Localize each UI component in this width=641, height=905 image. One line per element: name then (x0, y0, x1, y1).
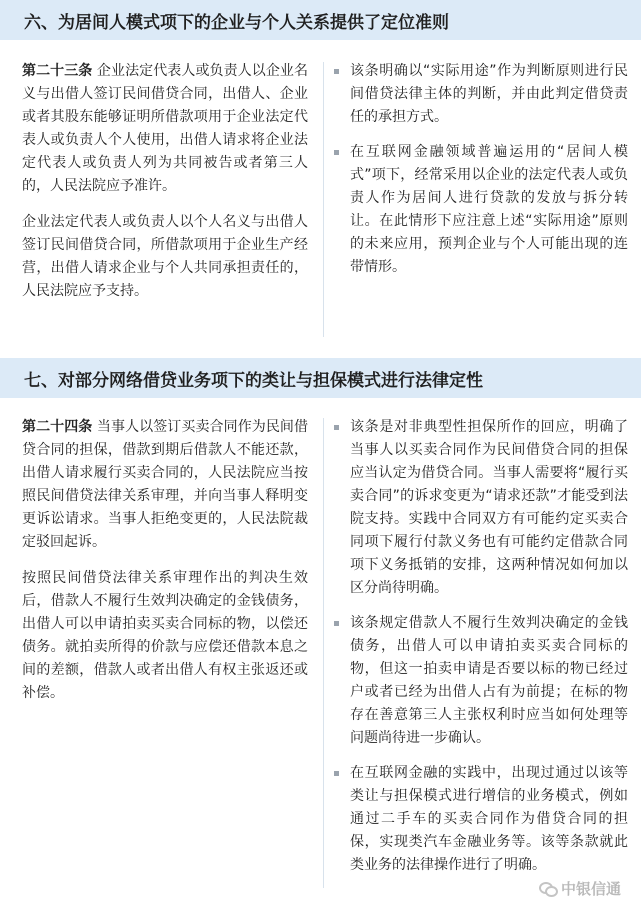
commentary-text: 在互联网金融领域普遍运用的“居间人模式”项下，经常采用以企业的法定代表人或负责人作为居间人进行贷款的发放与拆分转让。在此情形下应注意上述“实际用途”原则的未来应用，预判企业与个人可能出现的连带情形。 (350, 144, 628, 275)
section-7-commentary (338, 416, 628, 889)
commentary-item (338, 612, 628, 750)
commentary-text: 在互联网金融的实践中，出现过通过以该等类让与担保模式进行增信的业务模式，例如通过二手车的买卖合同作为借贷合同的担保，实现类汽车金融业务等。该等条款就此类业务的法律操作进行了明确。 (350, 765, 628, 873)
article-24-para-2 (22, 567, 308, 705)
section-7-header (0, 358, 641, 398)
watermark-text: 中银信通 (560, 880, 621, 898)
bullet-icon (334, 150, 339, 155)
wechat-icon (539, 882, 557, 896)
section-6-title: 六、为居间人模式项下的企业与个人关系提供了定位准则 (24, 13, 449, 33)
article-24-para-1 (22, 416, 308, 554)
bullet-icon (334, 771, 339, 776)
watermark (539, 878, 621, 899)
article-23-text: 企业法定代表人或负责人以企业名义与出借人签订民间借贷合同，出借人、企业或者其股东能够证明所借款项用于企业法定代表人或负责人个人使用，出借人请求将企业法定代表人或负责人列为共同被告或者第三人的，人民法院应予准许。 (22, 63, 309, 194)
bullet-icon (334, 425, 339, 430)
article-23-label: 第二十三条 (22, 63, 93, 79)
article-23-para-2 (22, 211, 308, 303)
section-7-title: 七、对部分网络借贷业务项下的类让与担保模式进行法律定性 (24, 371, 483, 391)
commentary-text: 该条明确以“实际用途”作为判断原则进行民间借贷法律主体的判断，并由此判定借贷责任的承担方式。 (350, 63, 628, 125)
bullet-icon (334, 621, 339, 626)
section-7-articles (22, 416, 308, 718)
section-6-commentary (338, 60, 628, 291)
section-6-articles (22, 60, 308, 316)
article-23-text-2: 企业法定代表人或负责人以个人名义与出借人签订民间借贷合同，所借款项用于企业生产经营，出借人请求企业与个人共同承担责任的，人民法院应予支持。 (22, 214, 308, 299)
article-23-para-1 (22, 60, 308, 198)
commentary-text: 该条规定借款人不履行生效判决确定的金钱债务，出借人可以申请拍卖买卖合同标的物，但这一拍卖申请是否要以标的物已经过户或者已经为出借人占有为前提；在标的物存在善意第三人主张权利时应当如何处理等问题尚待进一步确认。 (350, 615, 628, 746)
commentary-item (338, 141, 628, 279)
article-24-text-2: 按照民间借贷法律关系审理作出的判决生效后，借款人不履行生效判决确定的金钱债务，出借人可以申请拍卖买卖合同标的物，以偿还债务。就拍卖所得的价款与应偿还借款本息之间的差额，借款人或者出借人有权主张返还或补偿。 (22, 570, 308, 701)
section-6-header (0, 0, 641, 40)
column-divider (323, 418, 324, 888)
column-divider (323, 62, 324, 337)
bullet-icon (334, 69, 339, 74)
commentary-item (338, 416, 628, 600)
commentary-item (338, 762, 628, 877)
commentary-text: 该条是对非典型性担保所作的回应，明确了当事人以买卖合同作为民间借贷合同的担保应当认定为借贷合同。当事人需要将“履行买卖合同”的诉求变更为“请求还款”才能受到法院支持。实践中合同双方有可能约定买卖合同项下履行付款义务也有可能约定借款合同项下义务抵销的安排，这两种情况如何加以区分尚待明确。 (350, 419, 628, 596)
article-24-text: 当事人以签订买卖合同作为民间借贷合同的担保，借款到期后借款人不能还款，出借人请求履行买卖合同的，人民法院应当按照民间借贷法律关系审理，并向当事人释明变更诉讼请求。当事人拒绝变更的，人民法院裁定驳回起诉。 (22, 419, 309, 550)
commentary-item (338, 60, 628, 129)
article-24-label: 第二十四条 (22, 419, 93, 435)
